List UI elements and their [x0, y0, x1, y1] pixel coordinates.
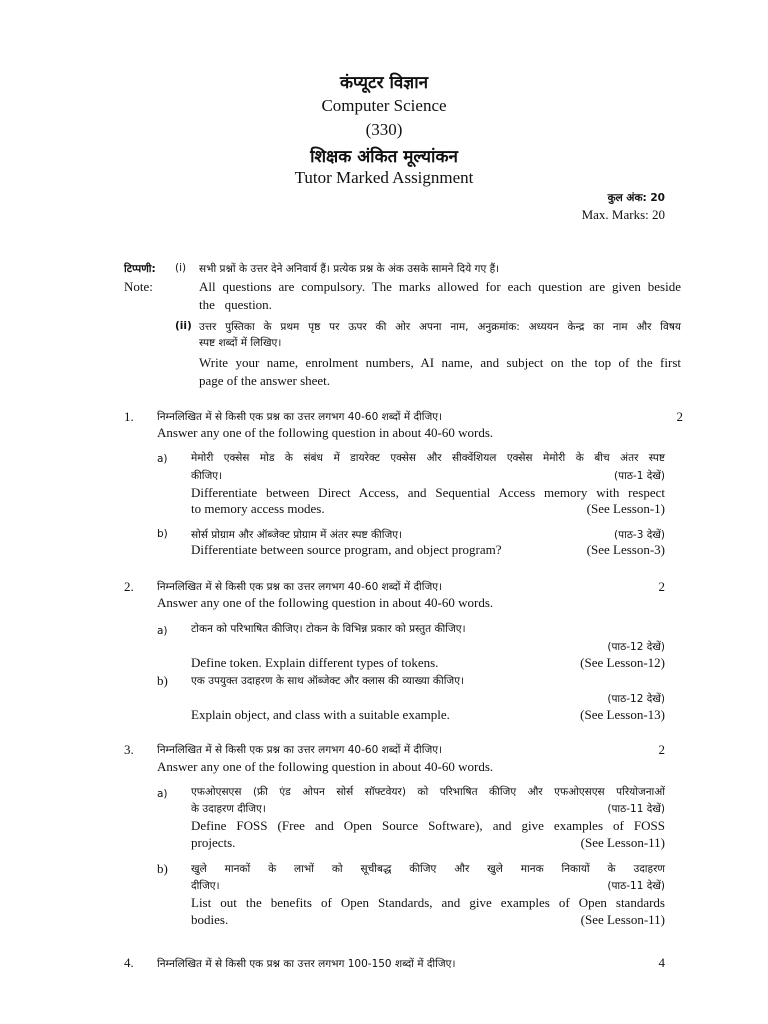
- q3b-english-line2: bodies.: [191, 912, 229, 927]
- q4-hindi: निम्नलिखित में से किसी एक प्रश्न का उत्तर लगभग 100-150 शब्दों में दीजिए।: [157, 958, 456, 970]
- note-label-hindi: टिप्पणी:: [124, 263, 156, 275]
- q3b-label: b): [157, 861, 168, 876]
- q2a-lesson-ref-hindi: (पाठ-12 देखें): [607, 641, 665, 653]
- title-english: Computer Science: [321, 96, 447, 115]
- note-i-english-line2: the question.: [199, 297, 272, 312]
- q2b-lesson-ref-hindi: (पाठ-12 देखें): [607, 693, 665, 705]
- q1a-english-line1: Differentiate between Direct Access, and Sequential Access memory with respect: [191, 485, 665, 500]
- note-ii-hindi-line1: उत्तर पुस्तिका के प्रथम पृष्ठ पर ऊपर की ओर अपना नाम, अनुक्रमांक: अध्ययन केन्द्र का नाम और विषय: [199, 321, 681, 333]
- q1a-hindi-line2: कीजिए।: [191, 470, 223, 482]
- q2a-lesson-ref-english: (See Lesson-12): [580, 655, 665, 670]
- q1a-hindi-line1: मेमोरी एक्सेस मोड के संबंध में डायरेक्ट एक्सेस और सीक्वेंशियल एक्सेस मेमोरी के बीच अंतर स्पष्ट: [191, 452, 665, 464]
- q3b-lesson-ref-hindi: (पाठ-11 देखें): [607, 880, 665, 892]
- q2b-hindi: एक उपयुक्त उदाहरण के साथ ऑब्जेक्ट और क्लास की व्याख्या कीजिए।: [191, 675, 464, 687]
- q3a-label: a): [157, 788, 168, 800]
- q2b-lesson-ref-english: (See Lesson-13): [580, 707, 665, 722]
- q3a-english-line1: Define FOSS (Free and Open Source Software), and give examples of FOSS: [191, 818, 665, 833]
- note-ii-hindi-line2: स्पष्ट शब्दों में लिखिए।: [199, 337, 282, 349]
- q2b-english: Explain object, and class with a suitable example.: [191, 707, 450, 722]
- title-hindi: कंप्यूटर विज्ञान: [339, 73, 429, 93]
- q1a-lesson-ref-hindi: (पाठ-1 देखें): [614, 470, 665, 482]
- q2a-english: Define token. Explain different types of tokens.: [191, 655, 439, 670]
- q3a-hindi-line1: एफओएसएस (फ्री एंड ओपन सोर्स सॉफ्टवेयर) को परिभाषित कीजिए और एफओएसएस परियोजनाओं: [191, 786, 665, 798]
- note-i-hindi: सभी प्रश्नों के उत्तर देने अनिवार्य हैं। प्रत्येक प्रश्न के अंक उसके सामने दिये गए हैं।: [199, 263, 500, 275]
- max-marks-hindi: कुल अंक: 20: [607, 192, 665, 204]
- note-ii-number: (ii): [175, 320, 192, 332]
- q2-marks: 2: [658, 579, 665, 594]
- q3-hindi: निम्नलिखित में से किसी एक प्रश्न का उत्तर लगभग 40-60 शब्दों में दीजिए।: [157, 744, 443, 756]
- q2-number: 2.: [124, 579, 134, 594]
- q3-marks: 2: [658, 742, 665, 757]
- max-marks-english: Max. Marks: 20: [581, 207, 665, 222]
- subtitle-english: Tutor Marked Assignment: [294, 168, 474, 187]
- q1a-label: a): [157, 453, 168, 465]
- q1-number: 1.: [124, 409, 134, 424]
- q1-english: Answer any one of the following question in about 40-60 words.: [157, 425, 494, 440]
- q1a-english-line2: to memory access modes.: [191, 501, 325, 516]
- note-i-number: (i): [175, 262, 187, 274]
- q3a-hindi-line2: के उदाहरण दीजिए।: [191, 803, 266, 815]
- q4-marks: 4: [658, 955, 665, 970]
- subtitle-hindi: शिक्षक अंकित मूल्यांकन: [310, 147, 458, 167]
- course-code: (330): [365, 120, 403, 139]
- q2-english: Answer any one of the following question in about 40-60 words.: [157, 595, 494, 610]
- q1b-english: Differentiate between source program, and object program?: [191, 542, 502, 557]
- q2-hindi: निम्नलिखित में से किसी एक प्रश्न का उत्तर लगभग 40-60 शब्दों में दीजिए।: [157, 581, 443, 593]
- note-label-english: Note:: [124, 279, 153, 294]
- q3-number: 3.: [124, 742, 134, 757]
- q1a-lesson-ref-english: (See Lesson-1): [586, 501, 665, 516]
- q3b-hindi-line1: खुले मानकों के लाभों को सूचीबद्ध कीजिए और खुले मानक निकायों के उदाहरण: [191, 863, 665, 875]
- q2b-label: b): [157, 673, 168, 688]
- q2a-label: a): [157, 625, 168, 637]
- q1b-lesson-ref-english: (See Lesson-3): [586, 542, 665, 557]
- note-ii-english-line2: page of the answer sheet.: [199, 373, 331, 388]
- note-i-english-line1: All questions are compulsory. The marks allowed for each question are given beside: [199, 279, 681, 294]
- q3-english: Answer any one of the following question in about 40-60 words.: [157, 759, 494, 774]
- q2a-hindi: टोकन को परिभाषित कीजिए। टोकन के विभिन्न प्रकार को प्रस्तुत कीजिए।: [191, 623, 466, 635]
- q1-hindi: निम्नलिखित में से किसी एक प्रश्न का उत्तर लगभग 40-60 शब्दों में दीजिए।: [157, 411, 443, 423]
- q1b-lesson-ref-hindi: (पाठ-3 देखें): [614, 529, 665, 541]
- q3a-lesson-ref-hindi: (पाठ-11 देखें): [607, 803, 665, 815]
- q4-number: 4.: [124, 955, 134, 970]
- q3b-lesson-ref-english: (See Lesson-11): [580, 912, 665, 927]
- q3a-lesson-ref-english: (See Lesson-11): [580, 835, 665, 850]
- q3a-english-line2: projects.: [191, 835, 236, 850]
- q1b-hindi: सोर्स प्रोग्राम और ऑब्जेक्ट प्रोग्राम में अंतर स्पष्ट कीजिए।: [191, 529, 403, 541]
- q3b-english-line1: List out the benefits of Open Standards, and give examples of Open standards: [191, 895, 665, 910]
- note-ii-english-line1: Write your name, enrolment numbers, AI name, and subject on the top of the first: [199, 355, 681, 370]
- q1b-label: b): [157, 528, 168, 540]
- q1-marks: 2: [676, 409, 683, 424]
- q3b-hindi-line2: दीजिए।: [191, 880, 220, 892]
